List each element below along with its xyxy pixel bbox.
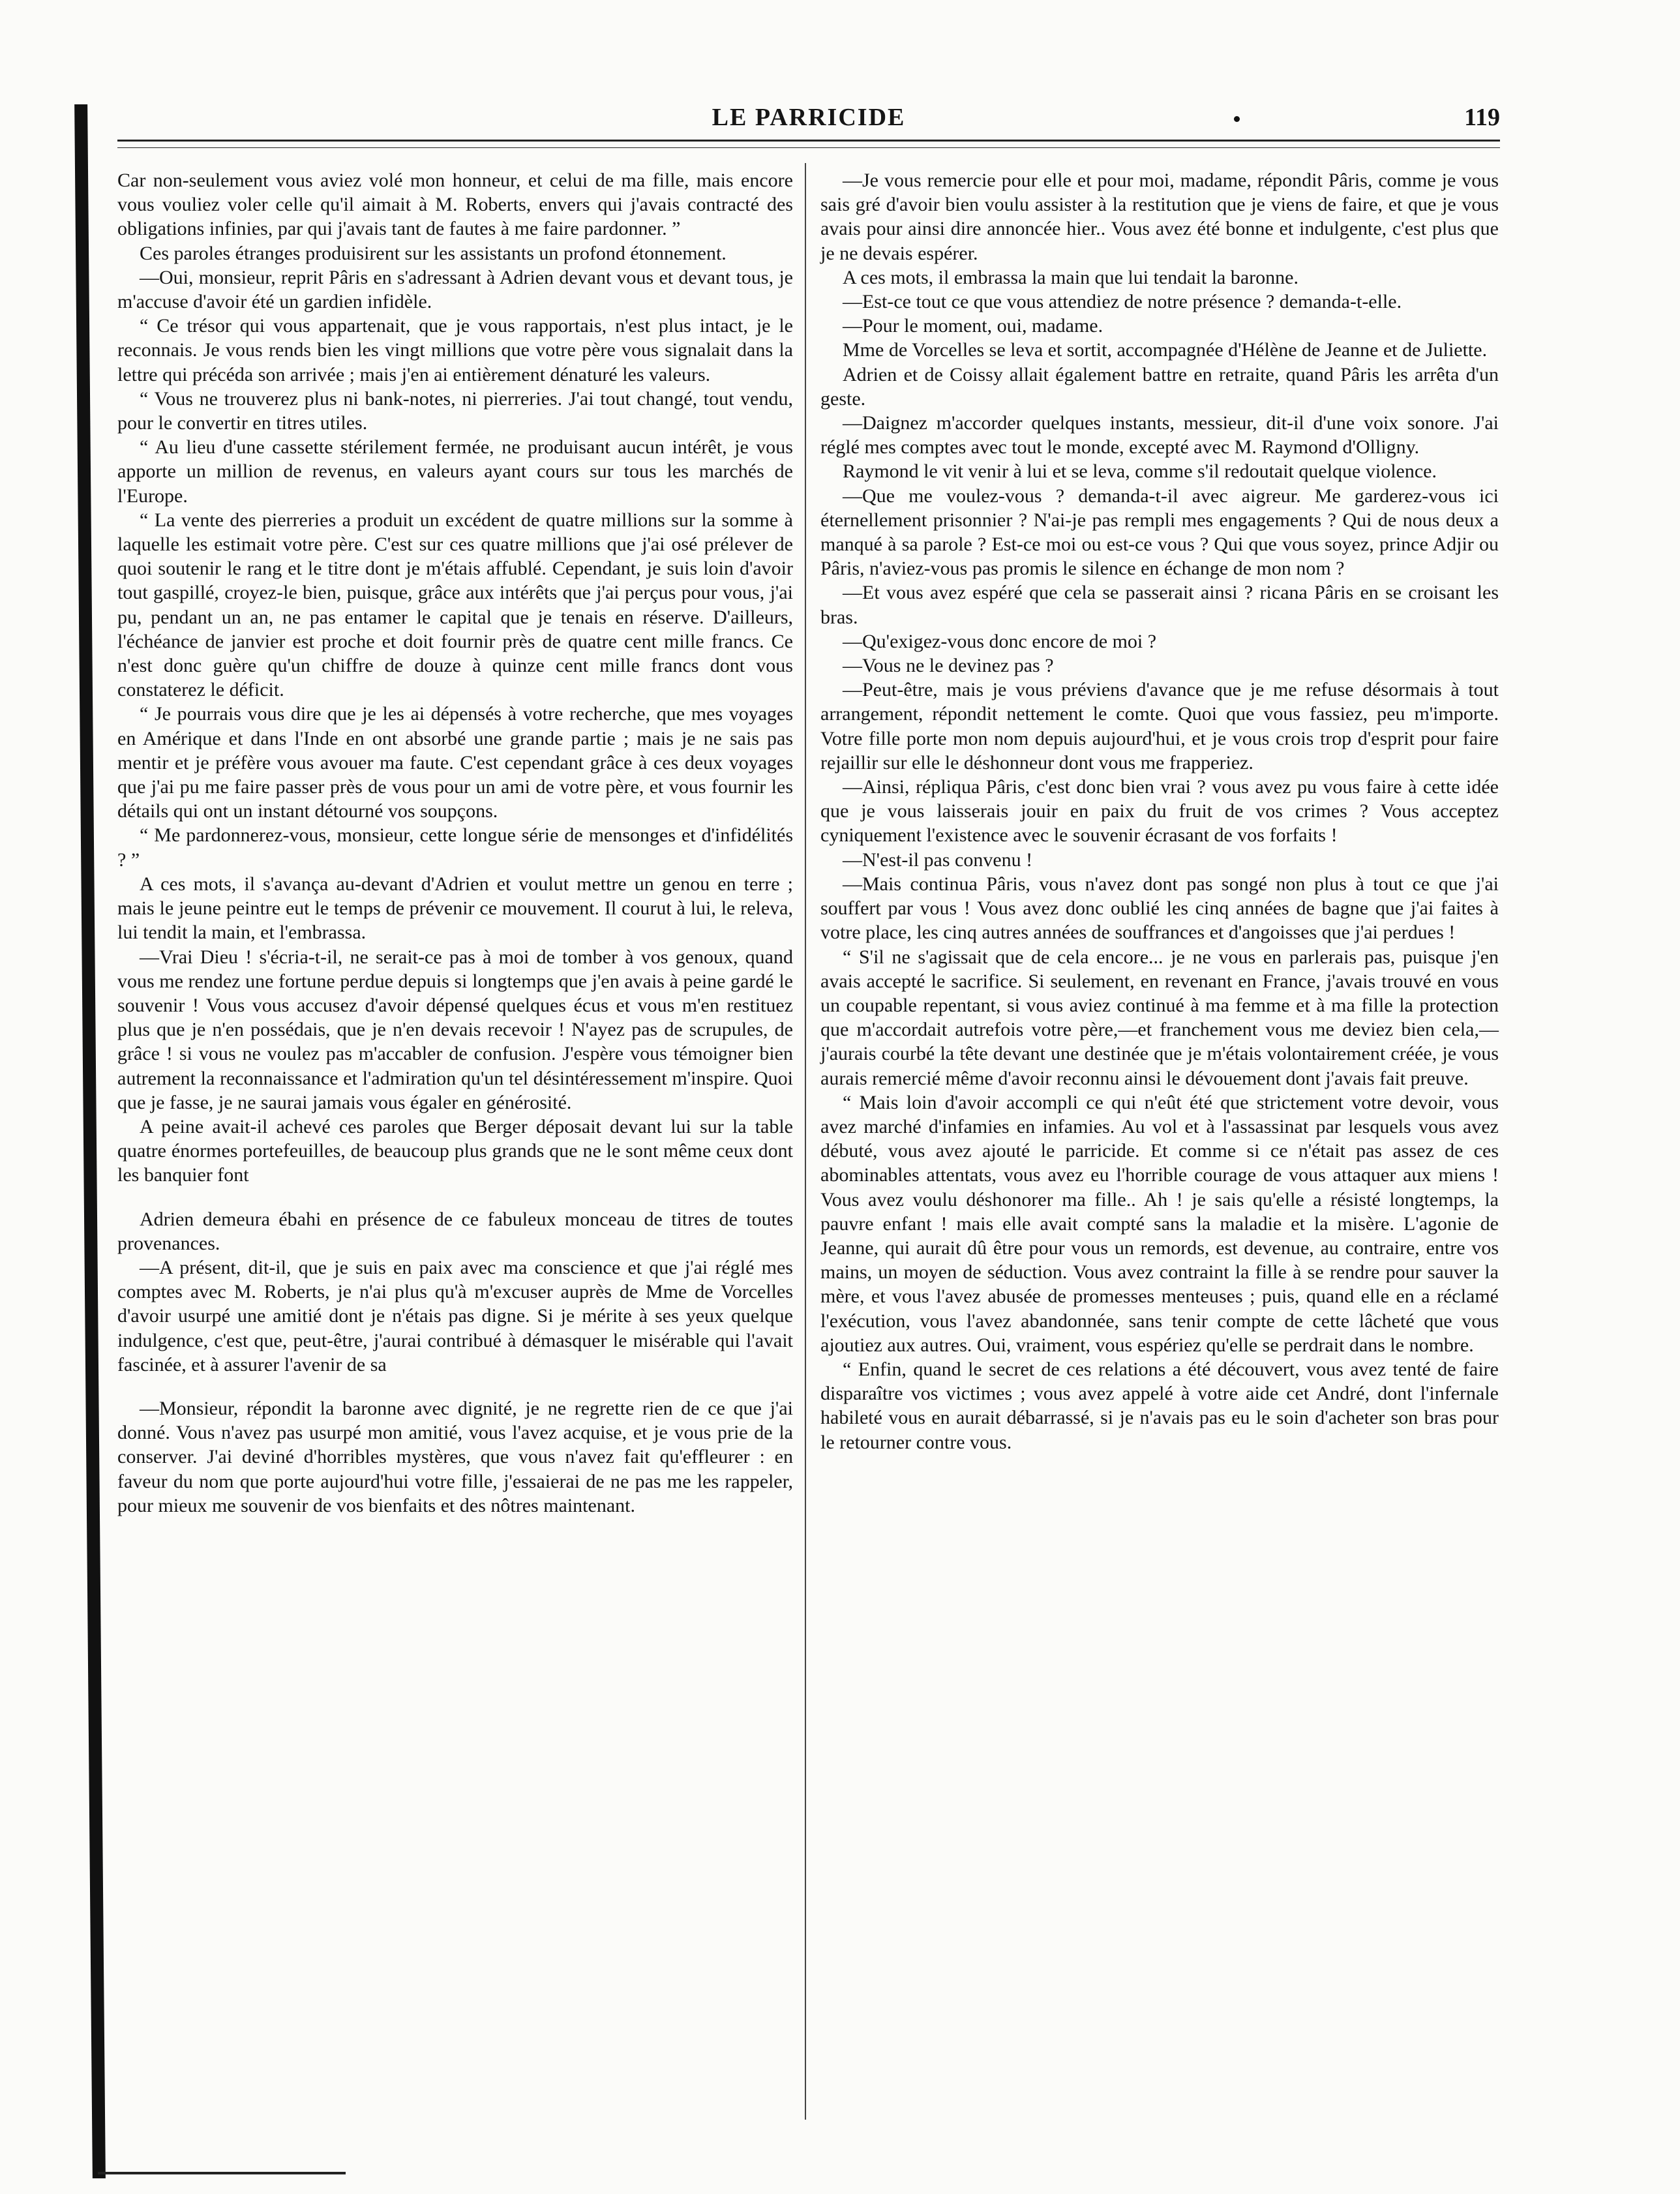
paragraph: —Pour le moment, oui, madame. (843, 315, 1103, 337)
paragraph: “ Je pourrais vous dire que je les ai dépensés à votre recherche, que mes voyages en Amérique et dans l'Inde en ont absorbé une grande partie ; mais je ne sais pas mentir et je préfère vous avouer ma faute. C'est cependant grâce à ces deux voyages que j'ai pu me faire passer près de vous pour un ami de votre père, et vous fournir les détails qui ont un instant détourné vos soupçons. (117, 703, 793, 822)
paragraph: “ Me pardonnerez-vous, monsieur, cette longue série de mensonges et d'infidélités ? ” (117, 824, 793, 871)
paragraph: —Et vous avez espéré que cela se passerait ainsi ? ricana Pâris en se croisant les bras. (820, 582, 1499, 628)
left-column (117, 168, 793, 1518)
paragraph: Car non-seulement vous aviez volé mon honneur, et celui de ma fille, mais encore vous vouliez voler celle qu'il aimait à M. Roberts, envers qui j'avais contracté des obligations infinies, par qui j'avais tant de fautes à me faire pardonner. ” (117, 170, 793, 240)
paragraph: —Daignez m'accorder quelques instants, messieur, dit-il d'une voix sonore. J'ai réglé mes comptes avec tout le monde, excepté avec M. Raymond d'Olligny. (820, 412, 1499, 458)
paragraph: “ Vous ne trouverez plus ni bank-notes, ni pierreries. J'ai tout changé, tout vendu, pour le convertir en titres utiles. (117, 387, 793, 434)
paragraph: —Que me voulez-vous ? demanda-t-il avec aigreur. Me garderez-vous ici éternellement prisonnier ? N'ai-je pas rempli mes engagements ? Qui de nous deux a manqué à sa parole ? Est-ce moi ou est-ce vous ? Qui que vous soyez, prince Adjir ou Pâris, n'aviez-vous pas promis le silence en échange de mon nom ? (820, 485, 1499, 580)
paragraph-gap (117, 1377, 793, 1396)
paragraph: “ Mais loin d'avoir accompli ce qui n'eût été que strictement votre devoir, vous avez marché d'infamies en infamies. Au vol et à l'assassinat par lesquels vous avez débuté, vous avez ajouté le parricide. Et comme si ce n'était pas assez de ces abominables attentats, vous avez eu l'horrible courage de vous attaquer aux miens ! Vous avez voulu déshonorer ma fille.. Ah ! je sais qu'elle a résisté longtemps, la pauvre enfant ! mais elle avait compté sans la maladie et la misère. L'agonie de Jeanne, qui aurait dû être pour vous un remords, est devenue, au contraire, entre vos mains, un moyen de séduction. Vous avez contraint la fille à se rendre pour sauver la mère, et vous l'avez abusée de promesses menteuses ; puis, quand elle en a réclamé l'exécution, vous l'avez abandonnée, sans tenir compte de cette lâcheté que vous ajoutiez aux autres. Oui, vraiment, vous espériez qu'elle se perdrait dans le nombre. (820, 1091, 1499, 1356)
paragraph: “ Au lieu d'une cassette stérilement fermée, ne produisant aucun intérêt, je vous apporte un million de revenus, en valeurs ayant cours sur tous les marchés de l'Europe. (117, 436, 793, 507)
paragraph: Ces paroles étranges produisirent sur les assistants un profond étonnement. (140, 242, 727, 264)
paragraph: Adrien et de Coissy allait également battre en retraite, quand Pâris les arrêta d'un geste. (820, 363, 1499, 410)
paragraph: —Mais continua Pâris, vous n'avez dont pas songé non plus à tout ce que j'ai souffert par vous ! Vous avez donc oublié les cinq années de bagne que j'ai faites à votre place, les cinq autres années de souffrances et d'angoisses que j'ai perdues ! (820, 873, 1499, 944)
paragraph: Adrien demeura ébahi en présence de ce fabuleux monceau de titres de toutes provenances. (117, 1208, 793, 1254)
header-double-rule (117, 140, 1500, 148)
paragraph: —Vrai Dieu ! s'écria-t-il, ne serait-ce pas à moi de tomber à vos genoux, quand vous me rendez une fortune perdue depuis si longtemps que j'en avais à peine gardé le souvenir ! Vous vous accusez d'avoir dépensé quelques écus et vous m'en restituez plus que je n'en possédais, que je n'en devais recevoir ! N'ayez pas de scrupules, de grâce ! si vous ne voulez pas m'accabler de confusion. J'espère vous témoigner bien autrement la reconnaissance et l'admiration qu'un tel désintéressement m'inspire. Quoi que je fasse, je ne saurai jamais vous égaler en générosité. (117, 946, 793, 1113)
paragraph: A ces mots, il embrassa la main que lui tendait la baronne. (843, 266, 1298, 288)
running-head (117, 103, 1500, 136)
paragraph: —Peut-être, mais je vous préviens d'avance que je me refuse désormais à tout arrangement, répondit nettement le comte. Quoi que vous fassiez, peu m'importe. Votre fille porte mon nom depuis aujourd'hui, et je vous crois trop d'esprit pour faire rejaillir sur elle le déshonneur dont vous me frapperiez. (820, 679, 1499, 774)
paragraph: “ S'il ne s'agissait que de cela encore... je ne vous en parlerais pas, puisque j'en avais accepté le sacrifice. Si seulement, en revenant en France, j'avais trouvé en vous un coupable repentant, si vous aviez continué à ma femme et à ma fille la protection que m'accordait autrefois votre père,—et franchement vous me deviez bien cela,—j'aurais courbé la tête devant une destinée que je m'étais volontairement créée, je vous aurais remercié même d'avoir reconnu ainsi le dévouement dont j'avais fait preuve. (820, 946, 1499, 1089)
paragraph: “ La vente des pierreries a produit un excédent de quatre millions sur la somme à laquelle les estimait votre père. C'est sur ces quatre millions que j'ai osé prélever de quoi soutenir le rang et le titre dont je m'étais affublé. Cependant, je suis loin d'avoir tout gaspillé, croyez-le bien, puisque, grâce aux intérêts que j'ai perçus pour vous, j'ai pu, pendant un an, ne pas entamer le capital que je tenais en réserve. D'ailleurs, l'échéance de janvier est proche et doit fournir près de quatre cent mille francs. Ce n'est donc guère qu'un chiffre de douze à quinze cent mille francs dont vous constaterez le déficit. (117, 509, 793, 701)
binding-edge-rule (74, 104, 106, 2178)
paragraph: —Oui, monsieur, reprit Pâris en s'adressant à Adrien devant vous et devant tous, je m'accuse d'avoir été un gardien infidèle. (117, 266, 793, 313)
paragraph: A ces mots, il s'avança au-devant d'Adrien et voulut mettre un genou en terre ; mais le jeune peintre eut le temps de prévenir ce mouvement. Il courut à lui, le releva, lui tendit la main, et l'embrassa. (117, 873, 793, 944)
paragraph: Mme de Vorcelles se leva et sortit, accompagnée d'Hélène de Jeanne et de Juliette. (843, 339, 1488, 361)
bottom-edge-rule (98, 2172, 346, 2174)
ornament-dot (1234, 116, 1240, 122)
paragraph: —Vous ne le devinez pas ? (843, 655, 1054, 677)
paragraph: “ Enfin, quand le secret de ces relations a été découvert, vous avez tenté de faire disparaître vos victimes ; vous avez appelé à votre aide cet André, dont l'infernale habileté vous en aurait débarrassé, si je n'avais pas eu le soin d'acheter son bras pour le retourner contre vous. (820, 1358, 1499, 1453)
column-divider (805, 163, 806, 2120)
paragraph: —A présent, dit-il, que je suis en paix avec ma conscience et que j'ai réglé mes comptes avec M. Roberts, je n'ai plus qu'à m'excuser auprès de Mme de Vorcelles d'avoir usurpé une amitié dont je n'étais pas digne. Si je mérite à ses yeux quelque indulgence, c'est que, peut-être, j'aurai contribué à démasquer le misérable qui l'avait fascinée, et à assurer l'avenir de sa (117, 1256, 793, 1375)
paragraph: —Je vous remercie pour elle et pour moi, madame, répondit Pâris, comme je vous sais gré d'avoir bien voulu assister à la restitution que je viens de faire, et que je vous avais pour ainsi dire annoncée hier.. Vous avez été bonne et indulgente, c'est plus que je ne devais espérer. (820, 170, 1499, 264)
paragraph: “ Ce trésor qui vous appartenait, que je vous rapportais, n'est plus intact, je le reconnais. Je vous rends bien les vingt millions que votre père vous signalait dans la lettre qui précéda son arrivée ; mais j'en ai entièrement dénaturé les valeurs. (117, 315, 793, 385)
page-number: 119 (1464, 104, 1500, 131)
paragraph: A peine avait-il achevé ces paroles que Berger déposait devant lui sur la table quatre énormes portefeuilles, de beaucoup plus grands que ne le sont même ceux dont les banquier font (117, 1115, 793, 1186)
paragraph: Raymond le vit venir à lui et se leva, comme s'il redoutait quelque violence. (843, 460, 1437, 483)
paragraph: —Ainsi, répliqua Pâris, c'est donc bien vrai ? vous avez pu vous faire à cette idée que je vous laisserais jouir en paix du fruit de vos crimes ? Vous acceptez cyniquement l'existence avec le souvenir écrasant de vos forfaits ! (820, 776, 1499, 847)
paragraph: —Est-ce tout ce que vous attendiez de notre présence ? demanda-t-elle. (843, 291, 1402, 313)
paragraph: —N'est-il pas convenu ! (843, 849, 1033, 871)
paragraph: —Qu'exigez-vous donc encore de moi ? (843, 630, 1157, 652)
paragraph: —Monsieur, répondit la baronne avec dignité, je ne regrette rien de ce que j'ai donné. Vous n'avez pas usurpé mon amitié, vous l'avez acquise, et je vous prie de la conserver. J'ai deviné d'horribles mystères, que vous n'avez fait qu'effleurer : en faveur du nom que porte aujourd'hui votre fille, j'essaierai de ne pas me les rappeler, pour mieux me souvenir de vos bienfaits et des nôtres maintenant. (117, 1397, 793, 1516)
page-title: LE PARRICIDE (712, 104, 906, 131)
paragraph-gap (117, 1188, 793, 1207)
right-column (820, 168, 1499, 1454)
